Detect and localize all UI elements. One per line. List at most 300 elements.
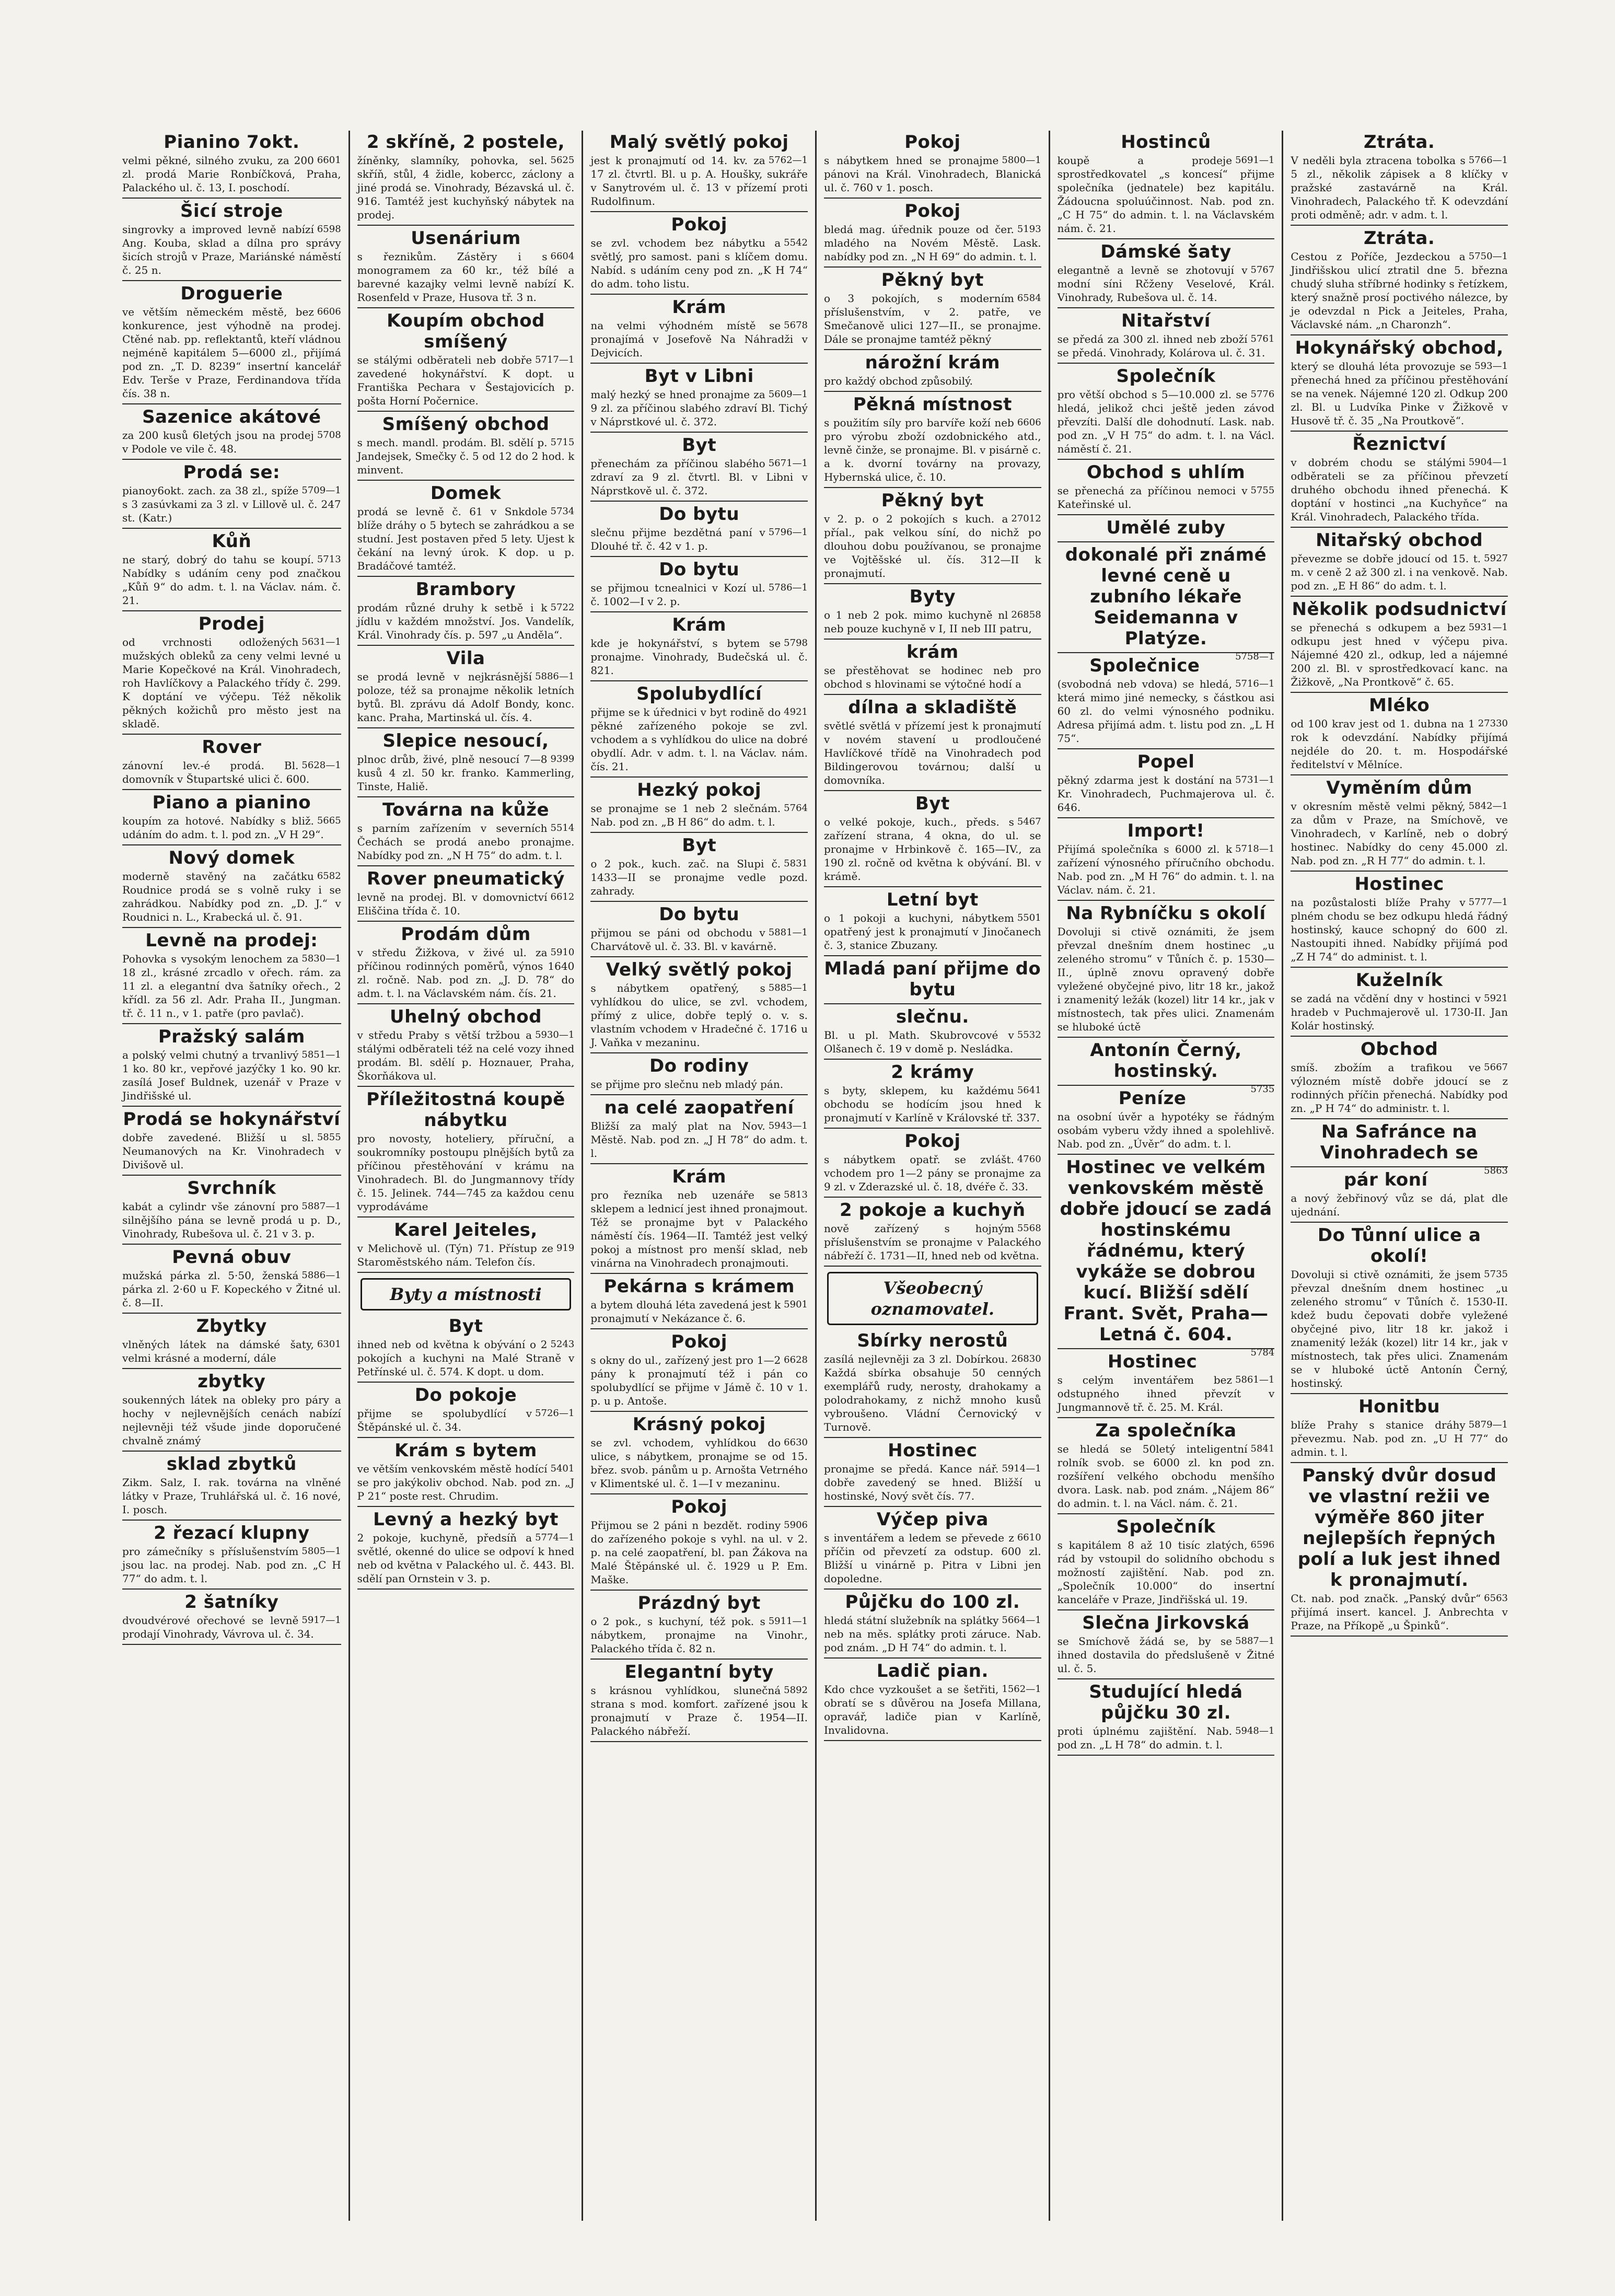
ad-separator bbox=[1291, 1636, 1508, 1637]
ad-code: 5931—1 bbox=[1468, 622, 1508, 633]
ad-separator bbox=[824, 487, 1041, 488]
ad-text: s použitím síly pro barvíře koží neb pro výrobu zboží ozdobnického atd., levně činže, se pronajme. Bl. v pisárně c. a k. dvorní továrny na provazy, Hybernská ulice, č. 10. bbox=[823, 416, 1041, 483]
ad-code: 5766—1 bbox=[1468, 155, 1508, 166]
ad-text: pro větší obchod s 5—10.000 zl. se hledá, jelikož chci ještě jeden závod převzíti. Další dle dohodnutí. Lask. nab. pod zn. „V H 75“ do adm. t. l. na Václ. náměstí č. 21. bbox=[1057, 388, 1275, 455]
ad-text: nově zařízený s hojným příslušenstvím se pronajme v Palackého nábřeží č. 1731—II, hned neb od května. bbox=[823, 1222, 1041, 1262]
classified-ad bbox=[1291, 1465, 1508, 1637]
ad-heading: Ztráta. bbox=[1364, 228, 1435, 249]
ad-heading: Řeznictví bbox=[1352, 434, 1446, 455]
classified-ad bbox=[357, 730, 575, 797]
ad-separator bbox=[357, 411, 575, 412]
ad-heading: Pianino 7okt. bbox=[164, 132, 300, 153]
ad-code: 5401 bbox=[550, 1463, 575, 1474]
ad-separator bbox=[122, 1368, 341, 1369]
classified-ad bbox=[824, 586, 1041, 640]
ad-separator bbox=[357, 576, 575, 577]
ad-heading: Vila bbox=[446, 648, 485, 669]
ad-separator bbox=[1058, 238, 1275, 239]
ad-separator bbox=[122, 789, 341, 790]
ad-code: 6628 bbox=[784, 1354, 808, 1365]
ad-code: 5786—1 bbox=[768, 582, 808, 593]
ad-heading: Pěkný byt bbox=[881, 270, 984, 291]
ad-separator bbox=[1058, 1755, 1275, 1756]
ad-separator bbox=[590, 1590, 808, 1591]
ad-text: pro zámečníky s příslušenstvím jsou lac. na prodej. Nab. pod zn. „C H 77“ do adm. t. l. bbox=[122, 1545, 341, 1585]
ad-separator bbox=[357, 1086, 575, 1087]
ad-text: zánovní lev.-é prodá. Bl. domovník v Štupartské ulici č. 600. bbox=[122, 759, 310, 785]
ad-code: 5665 bbox=[317, 815, 341, 826]
ad-text: na osobní úvěr a hypotéky se řádným osobám vyberu vždy ihned a spolehlivě. Nab. pod zn. „Úvěr“ do adm. t. l. bbox=[1057, 1110, 1275, 1150]
classified-ad bbox=[1058, 241, 1275, 308]
ad-separator bbox=[122, 1023, 341, 1024]
ad-heading: Krám bbox=[672, 614, 726, 635]
ad-separator bbox=[357, 645, 575, 646]
classified-ad bbox=[122, 792, 341, 845]
ad-text: smíš. zbožím a trafikou ve výlozném místě dobře jdoucí se z rodinných příčin přenechá. Nabídky pod zn. „P H 74“ do administr. t. l. bbox=[1291, 1061, 1508, 1115]
classified-ad bbox=[122, 531, 341, 611]
classified-ad bbox=[357, 1385, 575, 1438]
ad-code: 5904—1 bbox=[1468, 457, 1508, 468]
ad-code: 5467 bbox=[1017, 816, 1041, 827]
ad-separator bbox=[590, 363, 808, 364]
ad-code: 5664—1 bbox=[1002, 1615, 1041, 1626]
ad-heading: Prázdný byt bbox=[637, 1593, 761, 1614]
ad-heading: Elegantní byty bbox=[624, 1662, 774, 1683]
ad-text: přijmou se páni od obchodu v Charvátově ul. č. 33. Bl. v kavárně. bbox=[590, 926, 777, 953]
ad-separator bbox=[1058, 817, 1275, 818]
ad-heading: Krám bbox=[672, 297, 726, 318]
ad-text: ne starý, dobrý do tahu se koupí. Nabídky s udáním ceny pod značkou „Kůň 9“ do adm. t. l. na Václav. nám. č. 21. bbox=[122, 553, 341, 607]
ad-code: 5709—1 bbox=[301, 485, 341, 496]
ad-separator bbox=[824, 1059, 1041, 1060]
ad-heading: Spolubydlící bbox=[636, 683, 762, 704]
ad-heading: Karel Jeiteles, bbox=[394, 1220, 538, 1240]
classified-ad bbox=[357, 1316, 575, 1383]
ad-text: plnoc drůb, živé, plně nesoucí 7—8 kusů 4 zl. 50 kr. franko. Kammerling, Tinste, Haliě. bbox=[357, 753, 575, 793]
ad-code: 5879—1 bbox=[1468, 1419, 1508, 1430]
ad-text: pianoy6okt. zach. za 38 zl., spíže s 3 zasúvkami za 3 zl. v Lillově ul. č. 247 st. (Katr.) bbox=[122, 484, 341, 524]
classified-ad bbox=[1058, 517, 1275, 542]
ad-text: o 3 pokojích, s moderním příslušenstvím, v 2. patře, ve Smečanově ulici 127—II., se pronajme. Dále se pronajme tamtéž pěkný bbox=[823, 292, 1041, 345]
ad-separator bbox=[357, 921, 575, 922]
ad-code: 5722 bbox=[550, 602, 575, 613]
ad-code: 5777—1 bbox=[1468, 897, 1508, 908]
ad-heading: Krám bbox=[672, 1166, 726, 1187]
classified-ad bbox=[590, 1593, 808, 1660]
classified-ad bbox=[357, 924, 575, 1004]
ad-text: dobře zavedené. Bližší u sl. Neumanových na Kr. Vinohradech v Divišově ul. bbox=[122, 1131, 341, 1171]
ad-text: Dovoluji si ctivě oznámiti, že jsem převzal dnešním dnem hostinec „u zeleného stromu“ v Tůních č. 1530-II. kdež budu čepovati dobře vyležené obyčejné pivo, litr 18 kr. jakož i znamenitý ležák (kozel) litr 14 kr., jak v místnostech, tak přes ulici. Znamenám se v hluboké úctě Antonín Černý, hostinský. bbox=[1291, 1268, 1508, 1389]
ad-separator bbox=[824, 639, 1041, 640]
ad-text: na velmi výhodném místě se pronajímá v Josefově Na Náhradži v Dejvicích. bbox=[590, 319, 808, 359]
classified-ad bbox=[122, 1247, 341, 1314]
ad-text: pro novosty, hoteliery, příruční, a soukromníky postoupu plnějších bytů za příčinou přestěhování v krámu na Vinohradech. Bl. do Jungmannovy třídy č. 15. Jelinek. 744—745 za každou cenu vyprodáváme bbox=[357, 1132, 575, 1213]
ad-text: v okresním městě velmi pěkný, za dům v Praze, na Smíchově, ve Vinohradech, v Karlíně, neb o dobrý hostinec. Nabídky do ceny 45.000 zl. Nab. pod zn. „R H 77“ do admin. t. l. bbox=[1291, 800, 1508, 867]
ad-separator bbox=[1058, 1513, 1275, 1514]
ad-code: 5532 bbox=[1017, 1029, 1041, 1040]
ad-separator bbox=[590, 501, 808, 502]
ad-text: s nábytkem opatřený, s vyhlídkou do ulice, se zvl. vchodem, přímý z ulice, dobře teplý o. v. s. vlastním vchodem v Hradečné č. 1716 u J. Vaňka v mezaninu. bbox=[590, 982, 808, 1049]
ad-code: 5841 bbox=[1250, 1443, 1275, 1454]
ad-separator bbox=[1291, 967, 1508, 968]
ad-separator bbox=[824, 1437, 1041, 1438]
ad-code: 5796—1 bbox=[768, 527, 808, 538]
ad-text: pěkný zdarma jest k dostání na Kr. Vinohradech, Puchmajerova ul. č. 646. bbox=[1057, 774, 1275, 814]
ad-code: 5762—1 bbox=[768, 155, 808, 166]
ad-code: 5830—1 bbox=[301, 953, 341, 964]
ad-separator bbox=[590, 1741, 808, 1742]
classified-ad bbox=[1291, 1225, 1508, 1394]
ad-separator bbox=[824, 391, 1041, 392]
classified-ad bbox=[122, 1026, 341, 1107]
ad-text: zasílá nejlevněji za 3 zl. Dobírkou. Každá sbírka obsahuje 50 cenných exemplářů rudy, nerosty, drahokamy a polodrahokamy, z nichž mnoho kusů vybroušeno. Vládní Černovický v Turnově. bbox=[823, 1353, 1041, 1433]
classified-ad bbox=[1291, 434, 1508, 528]
ad-separator bbox=[590, 1163, 808, 1164]
ad-code: 5887—1 bbox=[301, 1201, 341, 1212]
classified-ad bbox=[1058, 903, 1275, 1038]
classified-ad bbox=[1058, 1516, 1275, 1610]
ad-text: Bližší za malý plat na Nov. Městě. Nab. pod zn. „J H 78“ do adm. t. l. bbox=[590, 1120, 808, 1159]
ad-heading: Rover bbox=[202, 737, 262, 758]
classified-ad bbox=[1058, 132, 1275, 239]
ad-heading: Příležitostná koupě nábytku bbox=[366, 1089, 565, 1131]
ad-heading: Do bytu bbox=[659, 504, 740, 525]
ad-heading: Společník bbox=[1116, 1516, 1216, 1537]
ad-separator bbox=[122, 734, 341, 735]
ad-text: s nábytkem hned se pronajme pánovi na Král. Vinohradech, Blanická ul. č. 760 v 1. posch. bbox=[823, 154, 1041, 194]
ad-separator bbox=[122, 610, 341, 611]
ad-heading: Rover pneumatický bbox=[367, 868, 565, 889]
ad-heading: Smíšený obchod bbox=[382, 414, 550, 435]
ad-code: 5671—1 bbox=[768, 458, 808, 469]
ad-separator bbox=[824, 349, 1041, 350]
ad-separator bbox=[590, 901, 808, 902]
classified-ad bbox=[122, 462, 341, 529]
ad-code: 6584 bbox=[1017, 293, 1041, 304]
classified-ad bbox=[1291, 778, 1508, 872]
section-banner: Všeobecný oznamovatel. bbox=[827, 1272, 1038, 1325]
ad-code: 5718—1 bbox=[1235, 843, 1275, 854]
ad-code: 5917—1 bbox=[301, 1615, 341, 1626]
ad-heading: 2 skříně, 2 postele, bbox=[366, 132, 565, 153]
ad-code: 5716—1 bbox=[1235, 678, 1275, 689]
ad-text: Přijímá společníka s 6000 zl. k zařízení výnosného příručního obchodu. Nab. pod zn. „M H 76“ do admin. t. l. na Václav. nám. č. 21. bbox=[1057, 843, 1275, 896]
ad-text: ihned neb od května k obývání o 2 pokojích a kuchyni na Malé Straně v Petřínské ul. č. 574. K dopt. u dom. bbox=[357, 1338, 575, 1378]
ad-code: 27012 bbox=[1011, 513, 1041, 524]
classified-ad bbox=[1058, 1682, 1275, 1756]
ad-code: 6610 bbox=[1017, 1532, 1041, 1543]
ad-heading: Nový domek bbox=[168, 848, 295, 868]
ad-separator bbox=[824, 955, 1041, 956]
ad-code: 5514 bbox=[550, 822, 575, 833]
ad-heading: Studující hledá půjčku 30 zl. bbox=[1089, 1682, 1243, 1723]
ad-heading: Pokoj bbox=[904, 201, 961, 222]
ad-separator bbox=[590, 956, 808, 957]
ad-code: 5851—1 bbox=[301, 1049, 341, 1060]
ad-separator bbox=[357, 1506, 575, 1507]
ad-heading: Hostinec bbox=[1354, 874, 1444, 895]
ad-text: o 2 pok., kuch. zač. na Slupi č. 1433—II se pronajme vedle pozd. zahrady. bbox=[590, 857, 808, 897]
ad-code: 5193 bbox=[1017, 224, 1041, 235]
ad-text: na pozůstalosti blíže Prahy v plném chodu se bez odkupu hledá řádný hostinský, kauce schopný do 600 zl. Nastoupiti ihned. Nabídky přijímá pod „Z H 74“ do administ. t. l. bbox=[1291, 896, 1508, 963]
ad-separator bbox=[1058, 1085, 1275, 1086]
ad-text: za 200 kusů 6letých jsou na prodej v Podole ve vile č. 48. bbox=[122, 429, 314, 455]
ad-heading: Slepice nesoucí, bbox=[382, 730, 549, 751]
ad-text: se Smíchově žádá se, by se ihned dostavila do předslušeně v Žitné ul. č. 5. bbox=[1057, 1635, 1275, 1675]
ad-heading: Pokoj bbox=[671, 214, 727, 235]
ad-text: hledá státní služebník na splátky neb na měs. splátky proti záruce. Nab. pod znám. „D H 74“ do admin. t. l. bbox=[823, 1614, 1041, 1654]
ad-text: žíněnky, slamníky, pohovka, sel. skříň, stůl, 4 židle, kobercc, záclony a jiné prodá se. Vinohrady, Bézavská ul. č. 916. Tamtéž jest kuchyňský nábytek na prodej. bbox=[357, 154, 575, 221]
ad-text: od vrchnosti odložených mužských obleků za ceny velmi levné u Marie Kopečkové na Král. Vinohradech, roh Havlíčkovy a Palackého třídy č. 299. K doptání ve výčepu. Též několik pěkných kožichů pro město jest na skladě. bbox=[122, 636, 341, 730]
ad-heading: Hostinců bbox=[1121, 132, 1211, 153]
classified-ad bbox=[590, 1497, 808, 1591]
ad-heading: Umělé zuby bbox=[1106, 517, 1226, 538]
ad-separator bbox=[122, 1451, 341, 1452]
classified-ad bbox=[1291, 1396, 1508, 1463]
ad-code: 5798 bbox=[784, 637, 808, 648]
ad-separator bbox=[122, 1588, 341, 1590]
classified-ad bbox=[590, 559, 808, 612]
ad-code: 5886—1 bbox=[535, 671, 575, 682]
classified-ad bbox=[357, 868, 575, 922]
ad-heading: Vyměním dům bbox=[1326, 778, 1472, 798]
ad-heading: 2 šatníky bbox=[184, 1592, 279, 1613]
ad-separator bbox=[824, 1003, 1041, 1004]
classified-ad bbox=[824, 1200, 1041, 1267]
classified-ad bbox=[824, 889, 1041, 956]
classified-ad bbox=[1291, 1121, 1508, 1176]
ad-code: 5910 bbox=[550, 947, 575, 958]
ad-code: 5914—1 bbox=[1002, 1463, 1041, 1474]
classified-ad bbox=[590, 1662, 808, 1742]
ad-code: 26858 bbox=[1011, 609, 1041, 620]
ad-code: 6598 bbox=[317, 224, 341, 235]
classified-ad bbox=[122, 1109, 341, 1176]
ad-code: 6601 bbox=[317, 155, 341, 166]
ad-code: 5901 bbox=[784, 1299, 808, 1310]
ad-heading: Byt v Libni bbox=[644, 366, 754, 387]
classified-ad bbox=[590, 780, 808, 833]
ad-text: Dovoluji si ctivě oznámiti, že jsem převzal dnešním dnem hostinec „u zeleného stromu“ v Tůních č. p. 1530—II., úplně znovu opravený dobře vyležené obyčejné pivo, litr 18 kr., jakož i znamenitý ležák (kozel) litr 14 kr., jak v místnostech, tak přes ulici. Znamenám se hluboké úctě bbox=[1057, 925, 1275, 1033]
ad-heading: Pěkný byt bbox=[881, 490, 984, 511]
ad-heading: 2 pokoje a kuchyň bbox=[840, 1200, 1026, 1221]
classified-ad bbox=[1058, 1351, 1275, 1418]
ad-separator bbox=[122, 459, 341, 460]
ad-separator bbox=[1058, 363, 1275, 364]
ad-heading: na celé zaopatření bbox=[604, 1097, 794, 1118]
ad-separator bbox=[1058, 1037, 1275, 1038]
classified-ad bbox=[1058, 655, 1275, 749]
ad-code: 6301 bbox=[317, 1339, 341, 1350]
ad-separator bbox=[1058, 1348, 1275, 1349]
ad-text: přijme se k úřednici v byt rodině do pěkné zařízeného pokoje se zvl. vchodem a s vyhlídkou do ulice na dobré obydlí. Adr. v adm. t. l. na Václav. nám. čís. 21. bbox=[590, 706, 808, 773]
classified-ad bbox=[357, 1006, 575, 1087]
ad-code: 5755 bbox=[1250, 485, 1275, 496]
ad-text: se zvl. vchodem, vyhlídkou do ulice, s nábytkem, pronajme se od 15. břez. svob. pánům u p. Arnošta Vetrného v Klimentské ul. č. 1—I v mezaninu. bbox=[590, 1436, 808, 1490]
classified-ad bbox=[824, 1509, 1041, 1590]
ad-separator bbox=[122, 528, 341, 529]
ad-code: 5887—1 bbox=[1235, 1636, 1275, 1646]
classified-ad bbox=[590, 959, 808, 1053]
ad-heading: Pěkná místnost bbox=[853, 394, 1012, 415]
ad-heading: Byt bbox=[682, 835, 717, 856]
ad-text: kde je hokynářství, s bytem se pronajme. Vinohrady, Budečská ul. č. 821. bbox=[590, 637, 808, 677]
ad-heading: Malý světlý pokoj bbox=[609, 132, 789, 153]
classified-ad bbox=[824, 1592, 1041, 1659]
ad-separator bbox=[1291, 596, 1508, 597]
ad-column-2 bbox=[348, 131, 582, 2221]
ad-text: s krásnou vyhlídkou, slunečná strana s mod. komfort. zařízené jsou k pronajmutí v Praze č. 1954—II. Palackého nábřeží. bbox=[590, 1684, 808, 1737]
ad-separator bbox=[1291, 1118, 1508, 1119]
ad-code: 5764 bbox=[784, 803, 808, 814]
ad-separator bbox=[590, 1328, 808, 1329]
classified-ad bbox=[1058, 310, 1275, 364]
ad-separator bbox=[1291, 692, 1508, 693]
ad-heading: Slečna Jirkovská bbox=[1082, 1613, 1250, 1633]
classified-ad bbox=[357, 1220, 575, 1273]
classified-ad bbox=[590, 297, 808, 364]
ad-text: se přijme pro slečnu neb mladý pán. bbox=[590, 1078, 784, 1091]
ad-separator bbox=[357, 865, 575, 866]
ad-heading: Pevná obuv bbox=[172, 1247, 292, 1268]
ad-separator bbox=[1291, 1462, 1508, 1463]
ad-code: 27330 bbox=[1478, 718, 1508, 729]
ad-code: 5861—1 bbox=[1235, 1374, 1275, 1385]
ad-code: 5800—1 bbox=[1002, 155, 1041, 166]
ad-text: přijme se spolubydlící v Štěpánské ul. č. 34. bbox=[357, 1407, 532, 1433]
classified-ad bbox=[122, 132, 341, 199]
ad-code: 5927 bbox=[1484, 553, 1508, 564]
ad-separator bbox=[590, 556, 808, 557]
ad-text: Bl. u pl. Math. Skubrovcové v Olšanech č. 19 v domě p. Nesládka. bbox=[823, 1029, 1014, 1055]
ad-text: (svobodná neb vdova) se hledá, která mimo jiné nemecky, s částkou asi 60 zl. do velmi výnosného podniku. Adresa přijímá adm. t. listu pod zn. „L H 75“. bbox=[1057, 678, 1275, 745]
ad-separator bbox=[590, 1052, 808, 1053]
classified-ad bbox=[824, 1661, 1041, 1741]
classified-ad bbox=[1058, 1088, 1275, 1155]
ad-separator bbox=[590, 1411, 808, 1412]
classified-ad bbox=[1058, 366, 1275, 460]
ad-code: 5735 bbox=[1250, 1084, 1275, 1095]
classified-ad bbox=[122, 1592, 341, 1645]
classified-ad bbox=[357, 132, 575, 226]
ad-text: Zikm. Salz, I. rak. továrna na vlněné látky v Praze, Truhlářská ul. č. 16 nové, I. posch. bbox=[122, 1476, 341, 1516]
ad-text: převezme se dobře jdoucí od 15. t. m. v ceně 2 až 300 zl. i na venkově. Nab. pod zn. „E H 86“ do adm. t. l. bbox=[1291, 552, 1508, 592]
classified-ad bbox=[122, 1371, 341, 1452]
ad-code: 5921 bbox=[1484, 993, 1508, 1004]
ad-text: levně na prodej. Bl. v domovnictví Eliščina třída č. 10. bbox=[357, 891, 548, 917]
ad-separator bbox=[357, 1003, 575, 1004]
ad-text: slečnu přijme bezdětná paní v Dlouhé tř. č. 42 v 1. p. bbox=[590, 526, 765, 552]
ad-text: Přijmou se 2 páni n bezdět. rodiny do zařízeného pokoje s vyhl. na ul. v 2. p. na celé zaopatření, bl. pan Žákova na Malé Štěpánské ul. č. 1929 u P. Em. Maške. bbox=[590, 1519, 808, 1586]
ad-separator bbox=[824, 790, 1041, 791]
classified-ad bbox=[590, 1097, 808, 1164]
ad-heading: Brambory bbox=[415, 579, 516, 600]
ad-code: 5885—1 bbox=[768, 982, 808, 993]
ad-separator bbox=[590, 680, 808, 681]
ad-text: pro každý obchod způsobilý. bbox=[823, 375, 973, 387]
ad-heading: Zbytky bbox=[196, 1316, 267, 1337]
ad-text: o 1 pokoji a kuchyni, nábytkem opatřený jest k pronajmutí v Jinočanech č. 3, stanice Zbuzany. bbox=[823, 912, 1041, 952]
ad-text: s nábytkem opatř. se zvlášt. vchodem pro 1—2 pány se pronajme za 9 zl. v Zderazské ul. č. 18, dvéře č. 33. bbox=[823, 1153, 1041, 1193]
classified-ad bbox=[122, 737, 341, 790]
ad-separator bbox=[590, 432, 808, 433]
classified-ad bbox=[824, 201, 1041, 268]
classified-ad bbox=[1291, 695, 1508, 775]
ad-heading: Ladič pian. bbox=[876, 1661, 989, 1682]
classified-ad bbox=[1058, 820, 1275, 901]
ad-separator bbox=[357, 480, 575, 481]
ad-heading: Import! bbox=[1127, 820, 1205, 841]
ad-heading: Prodá se hokynářství bbox=[123, 1109, 341, 1130]
classified-ad bbox=[1058, 751, 1275, 818]
classified-ad bbox=[824, 490, 1041, 584]
classified-ad bbox=[1058, 1613, 1275, 1679]
ad-text: se přestěhovat se hodinec neb pro obchod s hlovinami se výtočné hodí a bbox=[823, 664, 1041, 690]
classified-ad bbox=[1058, 1040, 1275, 1095]
ad-text: elegantně a levně se zhotovují v modní síni Rčženy Veselové, Král. Vinohrady, Rubešova ul. č. 14. bbox=[1057, 264, 1275, 304]
ad-text: s mech. mandl. prodám. Bl. sdělí p. Jandejsek, Smečky č. 5 od 12 do 2 hod. k minvent. bbox=[357, 436, 575, 476]
classified-ad bbox=[1291, 1039, 1508, 1119]
classified-ad bbox=[122, 1523, 341, 1590]
ad-heading: krám bbox=[906, 642, 959, 663]
ad-separator bbox=[1291, 527, 1508, 528]
ad-heading: Prodej bbox=[198, 613, 265, 634]
classified-ad bbox=[590, 435, 808, 502]
classified-ad bbox=[122, 848, 341, 928]
ad-code: 5542 bbox=[784, 237, 808, 248]
ad-text: kabát a cylindr vše zánovní pro silnějšího pána se levně prodá u p. D., Vinohrady, Rubešova ul. č. 21 v 3. p. bbox=[122, 1200, 341, 1240]
ad-heading: Byty bbox=[909, 586, 956, 607]
ad-text: se hledá se 50letý inteligentní rolník svob. se 6000 zl. kn pod zn. rozšíření velkého obchodu menšího dvora. Lask. nab. pod znám. „Nájem 86“ do admin. t. l. na Václ. nám. č. 21. bbox=[1057, 1443, 1275, 1510]
ad-code: 5767 bbox=[1250, 264, 1275, 275]
ad-separator bbox=[357, 1437, 575, 1438]
ad-heading: Výčep piva bbox=[876, 1509, 989, 1530]
ad-separator bbox=[824, 1266, 1041, 1267]
ad-code: 6630 bbox=[784, 1437, 808, 1448]
ad-separator bbox=[590, 832, 808, 833]
ad-separator bbox=[1291, 1222, 1508, 1223]
classified-ad bbox=[357, 483, 575, 577]
ad-code: 4760 bbox=[1017, 1154, 1041, 1165]
classified-ad bbox=[357, 228, 575, 308]
ad-heading: Hostinec bbox=[1107, 1351, 1198, 1372]
ad-text: přenechám za příčinou slabého zdraví za 9 zl. čtvrtl. Bl. v Libni v Náprstkově ul. č. 372. bbox=[590, 457, 808, 497]
ad-heading: zbytky bbox=[197, 1371, 266, 1392]
ad-text: V neděli byla ztracena tobolka s 5 zl., několik zápisek a 8 klíčky v pražské zastavárně na Král. Vinohradech, Palackého tř. K odevzdání proti odměně; adr. v adm. t. l. bbox=[1291, 154, 1508, 221]
ad-code: 5805—1 bbox=[301, 1546, 341, 1557]
ad-heading: Mladá paní přijme do bytu bbox=[824, 958, 1041, 1000]
ad-code: 5761 bbox=[1250, 333, 1275, 344]
classified-ad bbox=[824, 270, 1041, 350]
ad-heading: Levný a hezký byt bbox=[373, 1509, 559, 1530]
ad-separator bbox=[357, 1382, 575, 1383]
ad-heading: Do Tůnní ulice a okolí! bbox=[1317, 1225, 1481, 1267]
ad-text: dvoudvérové ořechové se levně prodají Vinohrady, Vávrova ul. č. 34. bbox=[122, 1614, 314, 1640]
ad-heading: Prodám dům bbox=[401, 924, 531, 945]
ad-column-6 bbox=[1282, 131, 1515, 2221]
ad-text: o 2 pok., s kuchyní, též pok. s nábytkem, pronajme na Vinohr., Palackého třída č. 82 n. bbox=[590, 1615, 808, 1655]
ad-heading: dokonalé při známé levné ceně u zubního lékaře Seidemanna v Platýze. bbox=[1065, 544, 1267, 649]
ad-text: 2 pokoje, kuchyně, předsíň a světlé, okenné do ulice se odpoví k hned neb od května v Palackého ul. č. 443. Bl. sdělí pan Ornstein v 3. p. bbox=[357, 1532, 575, 1585]
ad-heading: Piano a pianino bbox=[152, 792, 311, 813]
ad-heading: Byt bbox=[682, 435, 717, 456]
ad-code: 5911—1 bbox=[768, 1616, 808, 1627]
ad-heading: Šicí stroje bbox=[180, 201, 283, 222]
ad-code: 5715 bbox=[550, 437, 575, 448]
ad-code: 593—1 bbox=[1474, 361, 1508, 372]
ad-heading: Letní byt bbox=[886, 889, 979, 910]
ad-separator bbox=[590, 294, 808, 295]
